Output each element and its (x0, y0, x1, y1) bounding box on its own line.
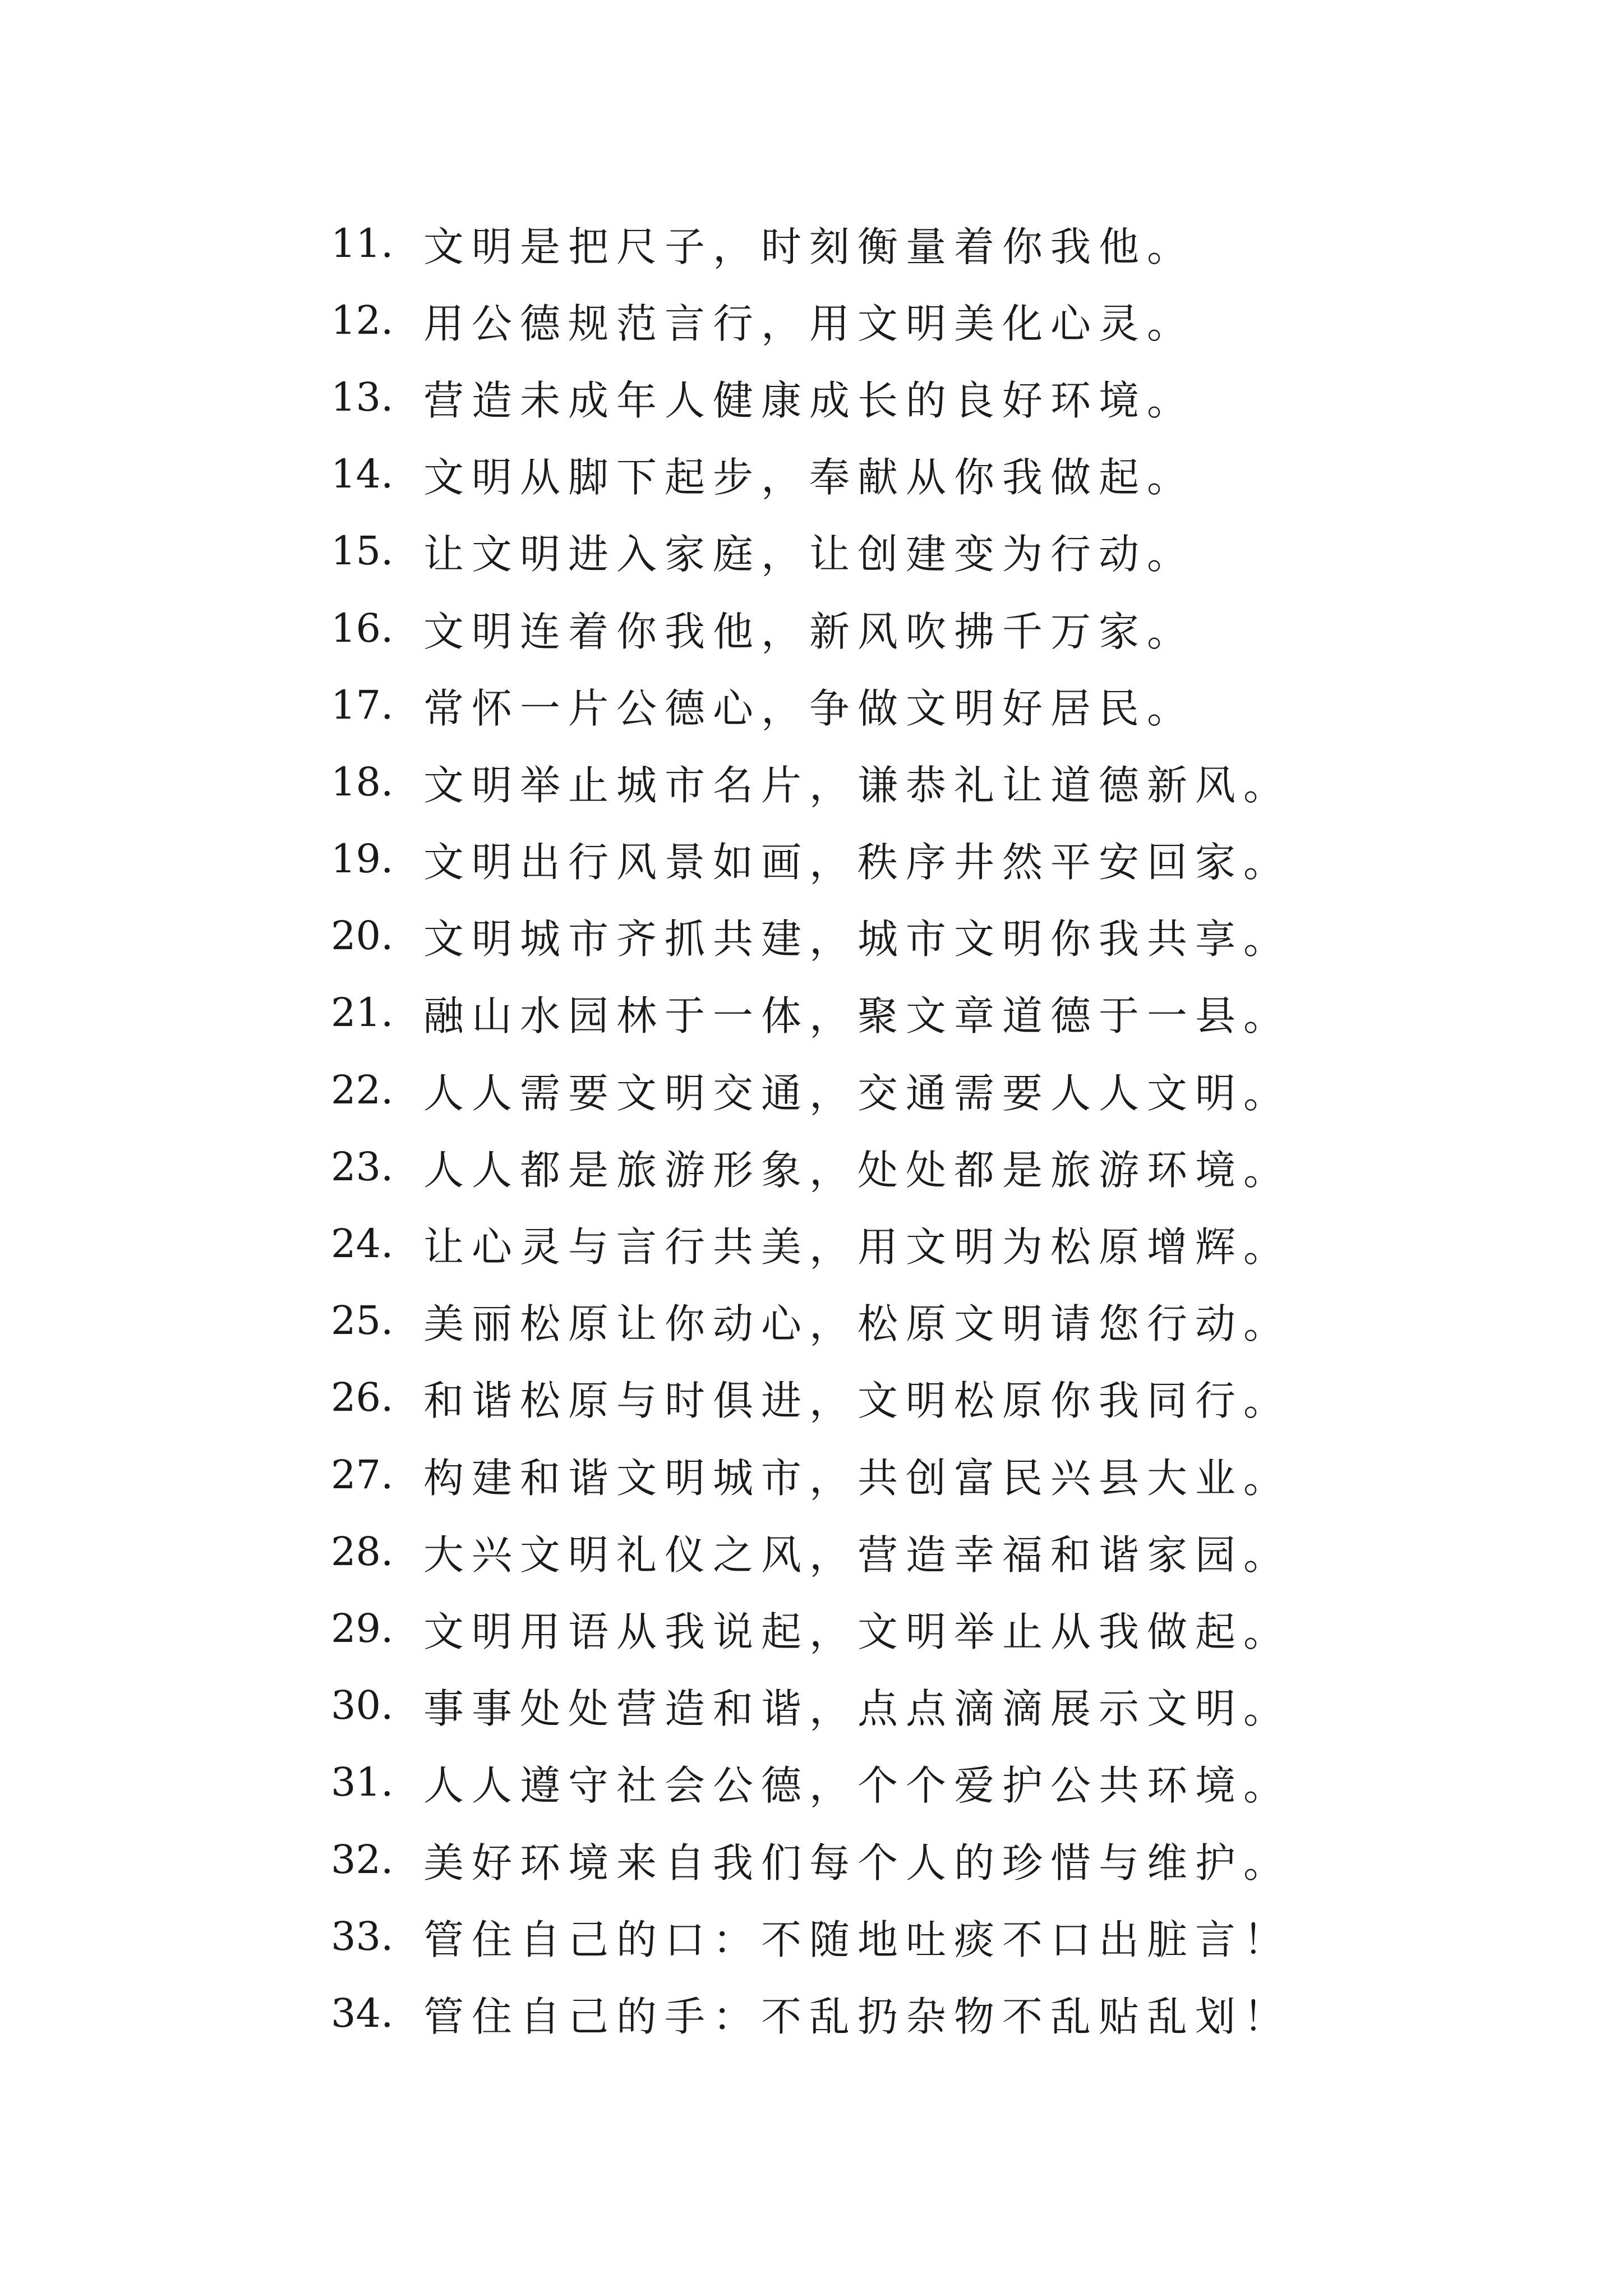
item-number: 33. (331, 1913, 394, 1959)
item-text: 让心灵与言行共美，用文明为松原增辉。 (423, 1223, 1292, 1271)
list-item (331, 1282, 1565, 1359)
item-number: 32. (331, 1836, 394, 1883)
list-item (331, 1975, 1565, 2051)
item-number: 22. (331, 1066, 394, 1113)
item-text: 人人都是旅游形象，处处都是旅游环境。 (423, 1146, 1292, 1194)
item-number: 23. (331, 1143, 394, 1190)
list-item (331, 1744, 1565, 1821)
item-number: 13. (331, 374, 394, 420)
item-number: 12. (331, 297, 394, 343)
list-item (331, 358, 1565, 435)
item-number: 30. (331, 1682, 394, 1729)
item-text: 人人需要文明交通，交通需要人人文明。 (423, 1069, 1292, 1117)
item-text: 文明连着你我他，新风吹拂千万家。 (423, 608, 1196, 655)
list-item (331, 205, 1565, 282)
item-text: 营造未成年人健康成长的良好环境。 (423, 376, 1196, 424)
item-number: 18. (331, 758, 394, 805)
item-number: 31. (331, 1759, 394, 1806)
item-number: 15. (331, 528, 394, 574)
item-text: 文明城市齐抓共建，城市文明你我共享。 (423, 915, 1292, 963)
list-item (331, 1513, 1565, 1590)
item-text: 融山水园林于一体，聚文章道德于一县。 (423, 992, 1292, 1040)
list-item (331, 1898, 1565, 1975)
item-number: 24. (331, 1221, 394, 1267)
item-text: 文明用语从我说起，文明举止从我做起。 (423, 1608, 1292, 1655)
item-number: 34. (331, 1990, 394, 2036)
item-number: 20. (331, 913, 394, 959)
item-number: 21. (331, 990, 394, 1036)
item-text: 文明举止城市名片，谦恭礼让道德新风。 (423, 761, 1292, 809)
item-text: 文明是把尺子，时刻衡量着你我他。 (423, 223, 1196, 270)
list-item (331, 821, 1565, 898)
list-item (331, 898, 1565, 974)
item-text: 让文明进入家庭，让创建变为行动。 (423, 531, 1196, 578)
item-number: 26. (331, 1374, 394, 1421)
item-number: 28. (331, 1528, 394, 1575)
list-item (331, 282, 1565, 358)
item-text: 文明从脚下起步，奉献从你我做起。 (423, 454, 1196, 501)
item-text: 事事处处营造和谐，点点滴滴展示文明。 (423, 1685, 1292, 1733)
list-item (331, 743, 1565, 820)
item-text: 美丽松原让你动心，松原文明请您行动。 (423, 1300, 1292, 1348)
list-item (331, 1667, 1565, 1744)
item-text: 常怀一片公德心，争做文明好居民。 (423, 684, 1196, 732)
item-number: 14. (331, 451, 394, 498)
list-item (331, 1590, 1565, 1667)
item-number: 29. (331, 1605, 394, 1651)
list-item (331, 436, 1565, 513)
item-number: 27. (331, 1451, 394, 1498)
item-number: 17. (331, 682, 394, 728)
list-item (331, 1051, 1565, 1128)
list-item (331, 1128, 1565, 1205)
item-number: 25. (331, 1297, 394, 1344)
item-text: 和谐松原与时俱进，文明松原你我同行。 (423, 1377, 1292, 1425)
item-number: 19. (331, 836, 394, 882)
item-text: 用公德规范言行，用文明美化心灵。 (423, 300, 1196, 347)
list-item (331, 1205, 1565, 1282)
item-number: 11. (331, 220, 394, 266)
item-text: 人人遵守社会公德，个个爱护公共环境。 (423, 1762, 1292, 1810)
list-item (331, 666, 1565, 743)
list-item (331, 513, 1565, 590)
slogan-list (331, 205, 1565, 2052)
item-number: 16. (331, 605, 394, 651)
item-text: 文明出行风景如画，秩序井然平安回家。 (423, 839, 1292, 886)
list-item (331, 1821, 1565, 1898)
item-text: 大兴文明礼仪之风，营造幸福和谐家园。 (423, 1531, 1292, 1579)
list-item (331, 590, 1565, 666)
item-text: 管住自己的手：不乱扔杂物不乱贴乱划！ (423, 1993, 1292, 2040)
list-item (331, 974, 1565, 1051)
item-text: 构建和谐文明城市，共创富民兴县大业。 (423, 1454, 1292, 1502)
list-item (331, 1436, 1565, 1513)
list-item (331, 1359, 1565, 1436)
item-text: 美好环境来自我们每个人的珍惜与维护。 (423, 1839, 1292, 1887)
item-text: 管住自己的口：不随地吐痰不口出脏言！ (423, 1916, 1292, 1963)
